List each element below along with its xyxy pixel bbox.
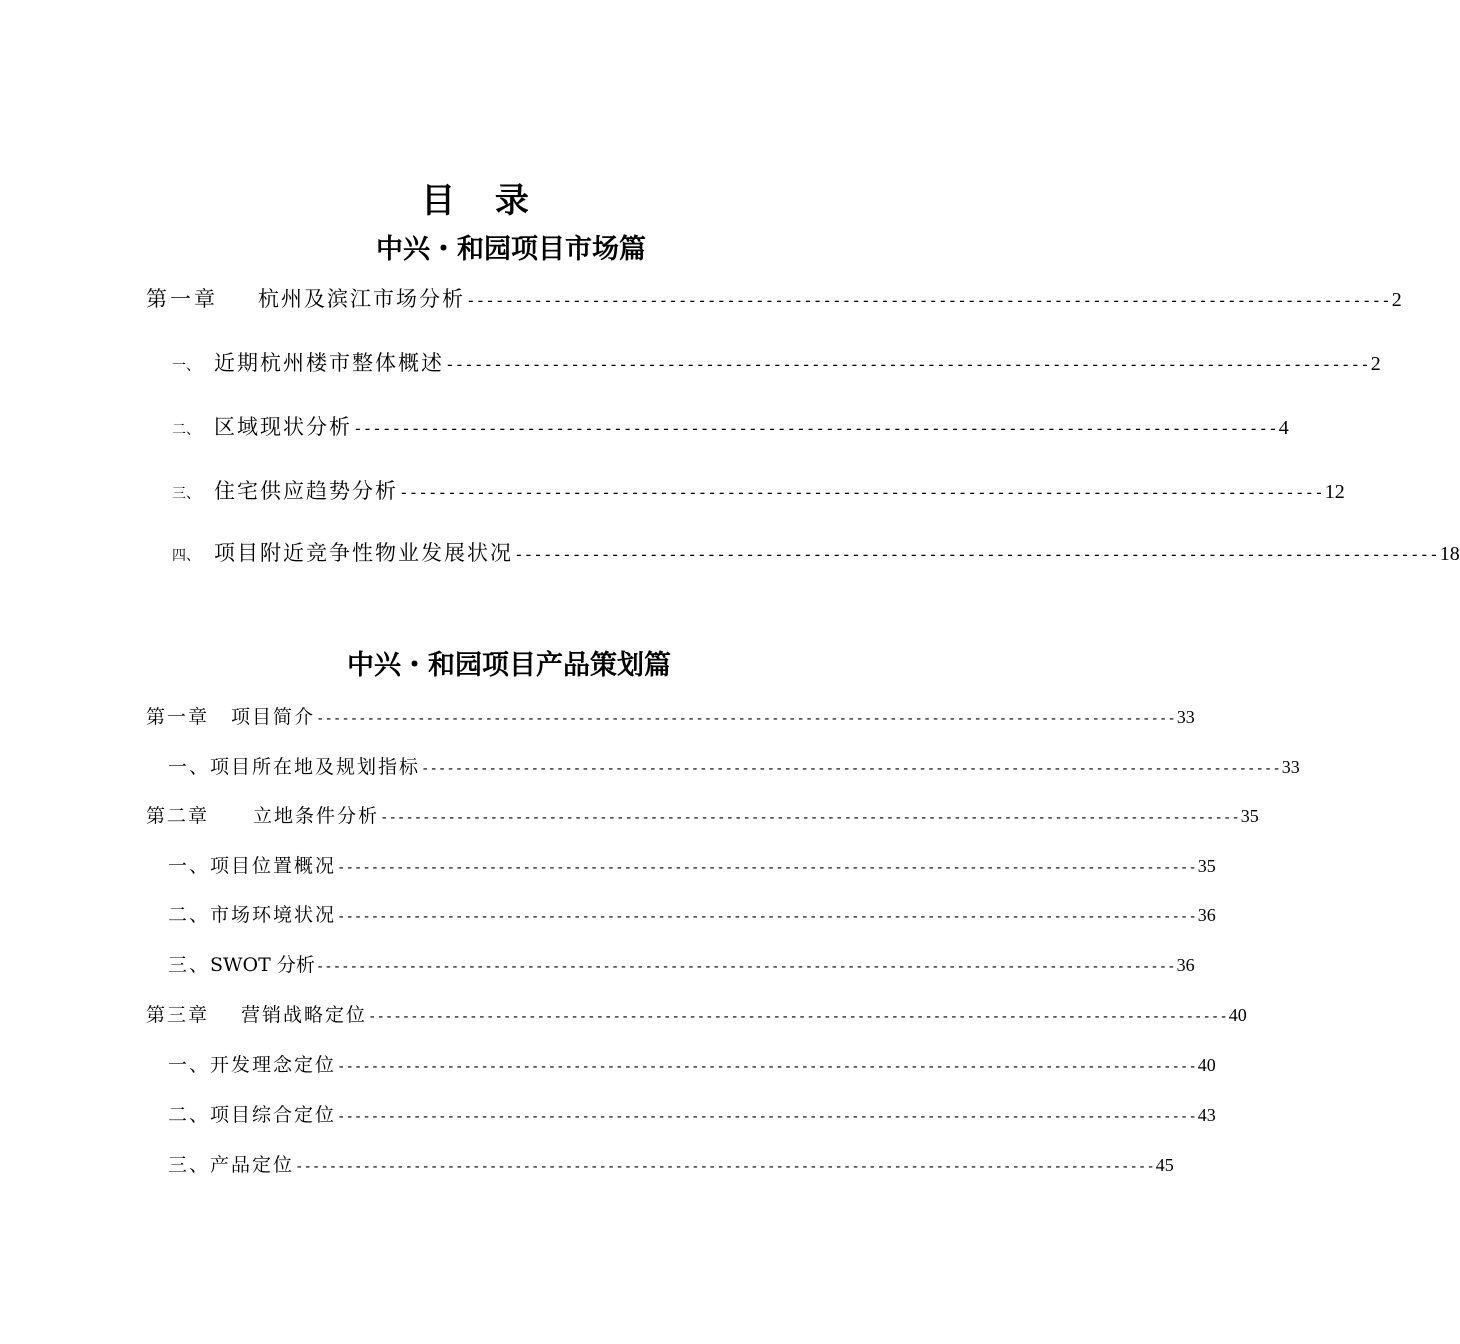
toc-entry-label: 三、: [172, 486, 200, 502]
toc-entry-title: 近期杭州楼市整体概述: [214, 351, 444, 375]
dot-leader: ------------------------------------------------------------------------------------------------------: [337, 1109, 1197, 1125]
toc-entry[interactable]: [172, 538, 1460, 571]
toc-entry[interactable]: [168, 1151, 1174, 1181]
toc-entry-page: 43: [1197, 1105, 1216, 1125]
toc-entry-title: SWOT 分析: [210, 954, 315, 976]
toc-entry-page: 45: [1155, 1155, 1174, 1175]
toc-entry-label: 二、: [172, 422, 200, 438]
dot-leader: ------------------------------------------------------------------------------------------------------: [421, 761, 1281, 777]
toc-entry[interactable]: [168, 901, 1216, 931]
toc-entry-label: 一、: [172, 358, 200, 374]
toc-entry-page: 33: [1281, 757, 1300, 777]
toc-entry-title: 开发理念定位: [210, 1054, 337, 1076]
toc-entry[interactable]: [172, 412, 1289, 445]
toc-entry[interactable]: [168, 951, 1195, 981]
dot-leader: ------------------------------------------------------------------------------------------------: [466, 291, 1391, 310]
toc-entry-page: 18: [1439, 543, 1460, 565]
dot-leader: ------------------------------------------------------------------------------------------------: [514, 545, 1439, 564]
toc-entry-title: 项目简介: [231, 706, 316, 728]
dot-leader: ------------------------------------------------------------------------------------------------------: [337, 860, 1197, 876]
dot-leader: ------------------------------------------------------------------------------------------------------: [368, 1009, 1228, 1025]
toc-entry[interactable]: [146, 284, 1402, 316]
toc-entry-page: 36: [1176, 955, 1195, 975]
toc-entry-title: 项目所在地及规划指标: [210, 756, 421, 778]
dot-leader: ------------------------------------------------------------------------------------------------------: [337, 909, 1197, 925]
toc-entry-title: 区域现状分析: [214, 415, 352, 439]
toc-entry-page: 35: [1240, 806, 1259, 826]
toc-entry-label: 二、: [168, 1104, 211, 1126]
toc-entry-label: 一、: [168, 855, 211, 877]
toc-entry[interactable]: [146, 802, 1259, 832]
toc-entry-title: 杭州及滨江市场分析: [258, 287, 465, 311]
toc-entry-title: 项目综合定位: [210, 1104, 337, 1126]
toc-entry-page: 12: [1324, 481, 1345, 503]
toc-entry-page: 2: [1391, 289, 1402, 311]
toc-entry-title: 住宅供应趋势分析: [214, 479, 398, 503]
toc-entry-page: 33: [1176, 707, 1195, 727]
toc-entry-title: 产品定位: [210, 1154, 295, 1176]
toc-entry-label: 第一章: [146, 287, 218, 311]
dot-leader: ------------------------------------------------------------------------------------------------: [445, 355, 1370, 374]
dot-leader: ------------------------------------------------------------------------------------------------------: [295, 1159, 1155, 1175]
toc-entry[interactable]: [172, 476, 1345, 509]
toc-entry-label: 一、: [168, 1054, 211, 1076]
toc-entry-page: 35: [1197, 856, 1216, 876]
dot-leader: ------------------------------------------------------------------------------------------------------: [337, 1059, 1197, 1075]
toc-entry-label: 第一章: [146, 706, 210, 728]
toc-entry-page: 40: [1197, 1055, 1216, 1075]
dot-leader: ------------------------------------------------------------------------------------------------------: [380, 810, 1240, 826]
toc-entry[interactable]: [168, 753, 1300, 783]
toc-entry-label: 一、: [168, 756, 211, 778]
toc-entry-label: 二、: [168, 904, 211, 926]
toc-entry-label: 第三章: [146, 1004, 210, 1026]
dot-leader: ------------------------------------------------------------------------------------------------------: [315, 959, 1176, 975]
dot-leader: ------------------------------------------------------------------------------------------------: [399, 483, 1324, 502]
toc-entry-page: 2: [1370, 353, 1381, 375]
toc-entry-title: 项目附近竞争性物业发展状况: [214, 541, 513, 565]
toc-entry[interactable]: [146, 1001, 1247, 1031]
toc-entry-title: 项目位置概况: [210, 855, 337, 877]
toc-entry-label: 第二章: [146, 805, 210, 827]
dot-leader: ------------------------------------------------------------------------------------------------: [353, 419, 1278, 438]
section-heading-product: 中兴・和园项目产品策划篇: [347, 650, 671, 681]
toc-entry-title: 营销战略定位: [241, 1004, 368, 1026]
toc-entry-label: 三、: [168, 954, 211, 976]
toc-entry[interactable]: [172, 348, 1381, 381]
dot-leader: ------------------------------------------------------------------------------------------------------: [316, 711, 1176, 727]
toc-entry-title: 立地条件分析: [253, 805, 380, 827]
toc-entry-label: 三、: [168, 1154, 211, 1176]
toc-entry-page: 36: [1197, 905, 1216, 925]
toc-entry-page: 40: [1228, 1005, 1247, 1025]
toc-entry[interactable]: [168, 1051, 1216, 1081]
section-heading-market: 中兴・和园项目市场篇: [376, 234, 646, 265]
toc-entry-page: 4: [1278, 417, 1289, 439]
toc-entry-label: 四、: [172, 548, 200, 564]
toc-entry[interactable]: [168, 852, 1216, 882]
toc-entry-title: 市场环境状况: [210, 904, 337, 926]
toc-entry[interactable]: [146, 703, 1195, 733]
toc-entry[interactable]: [168, 1101, 1216, 1131]
page-title: 目 录: [421, 181, 543, 221]
